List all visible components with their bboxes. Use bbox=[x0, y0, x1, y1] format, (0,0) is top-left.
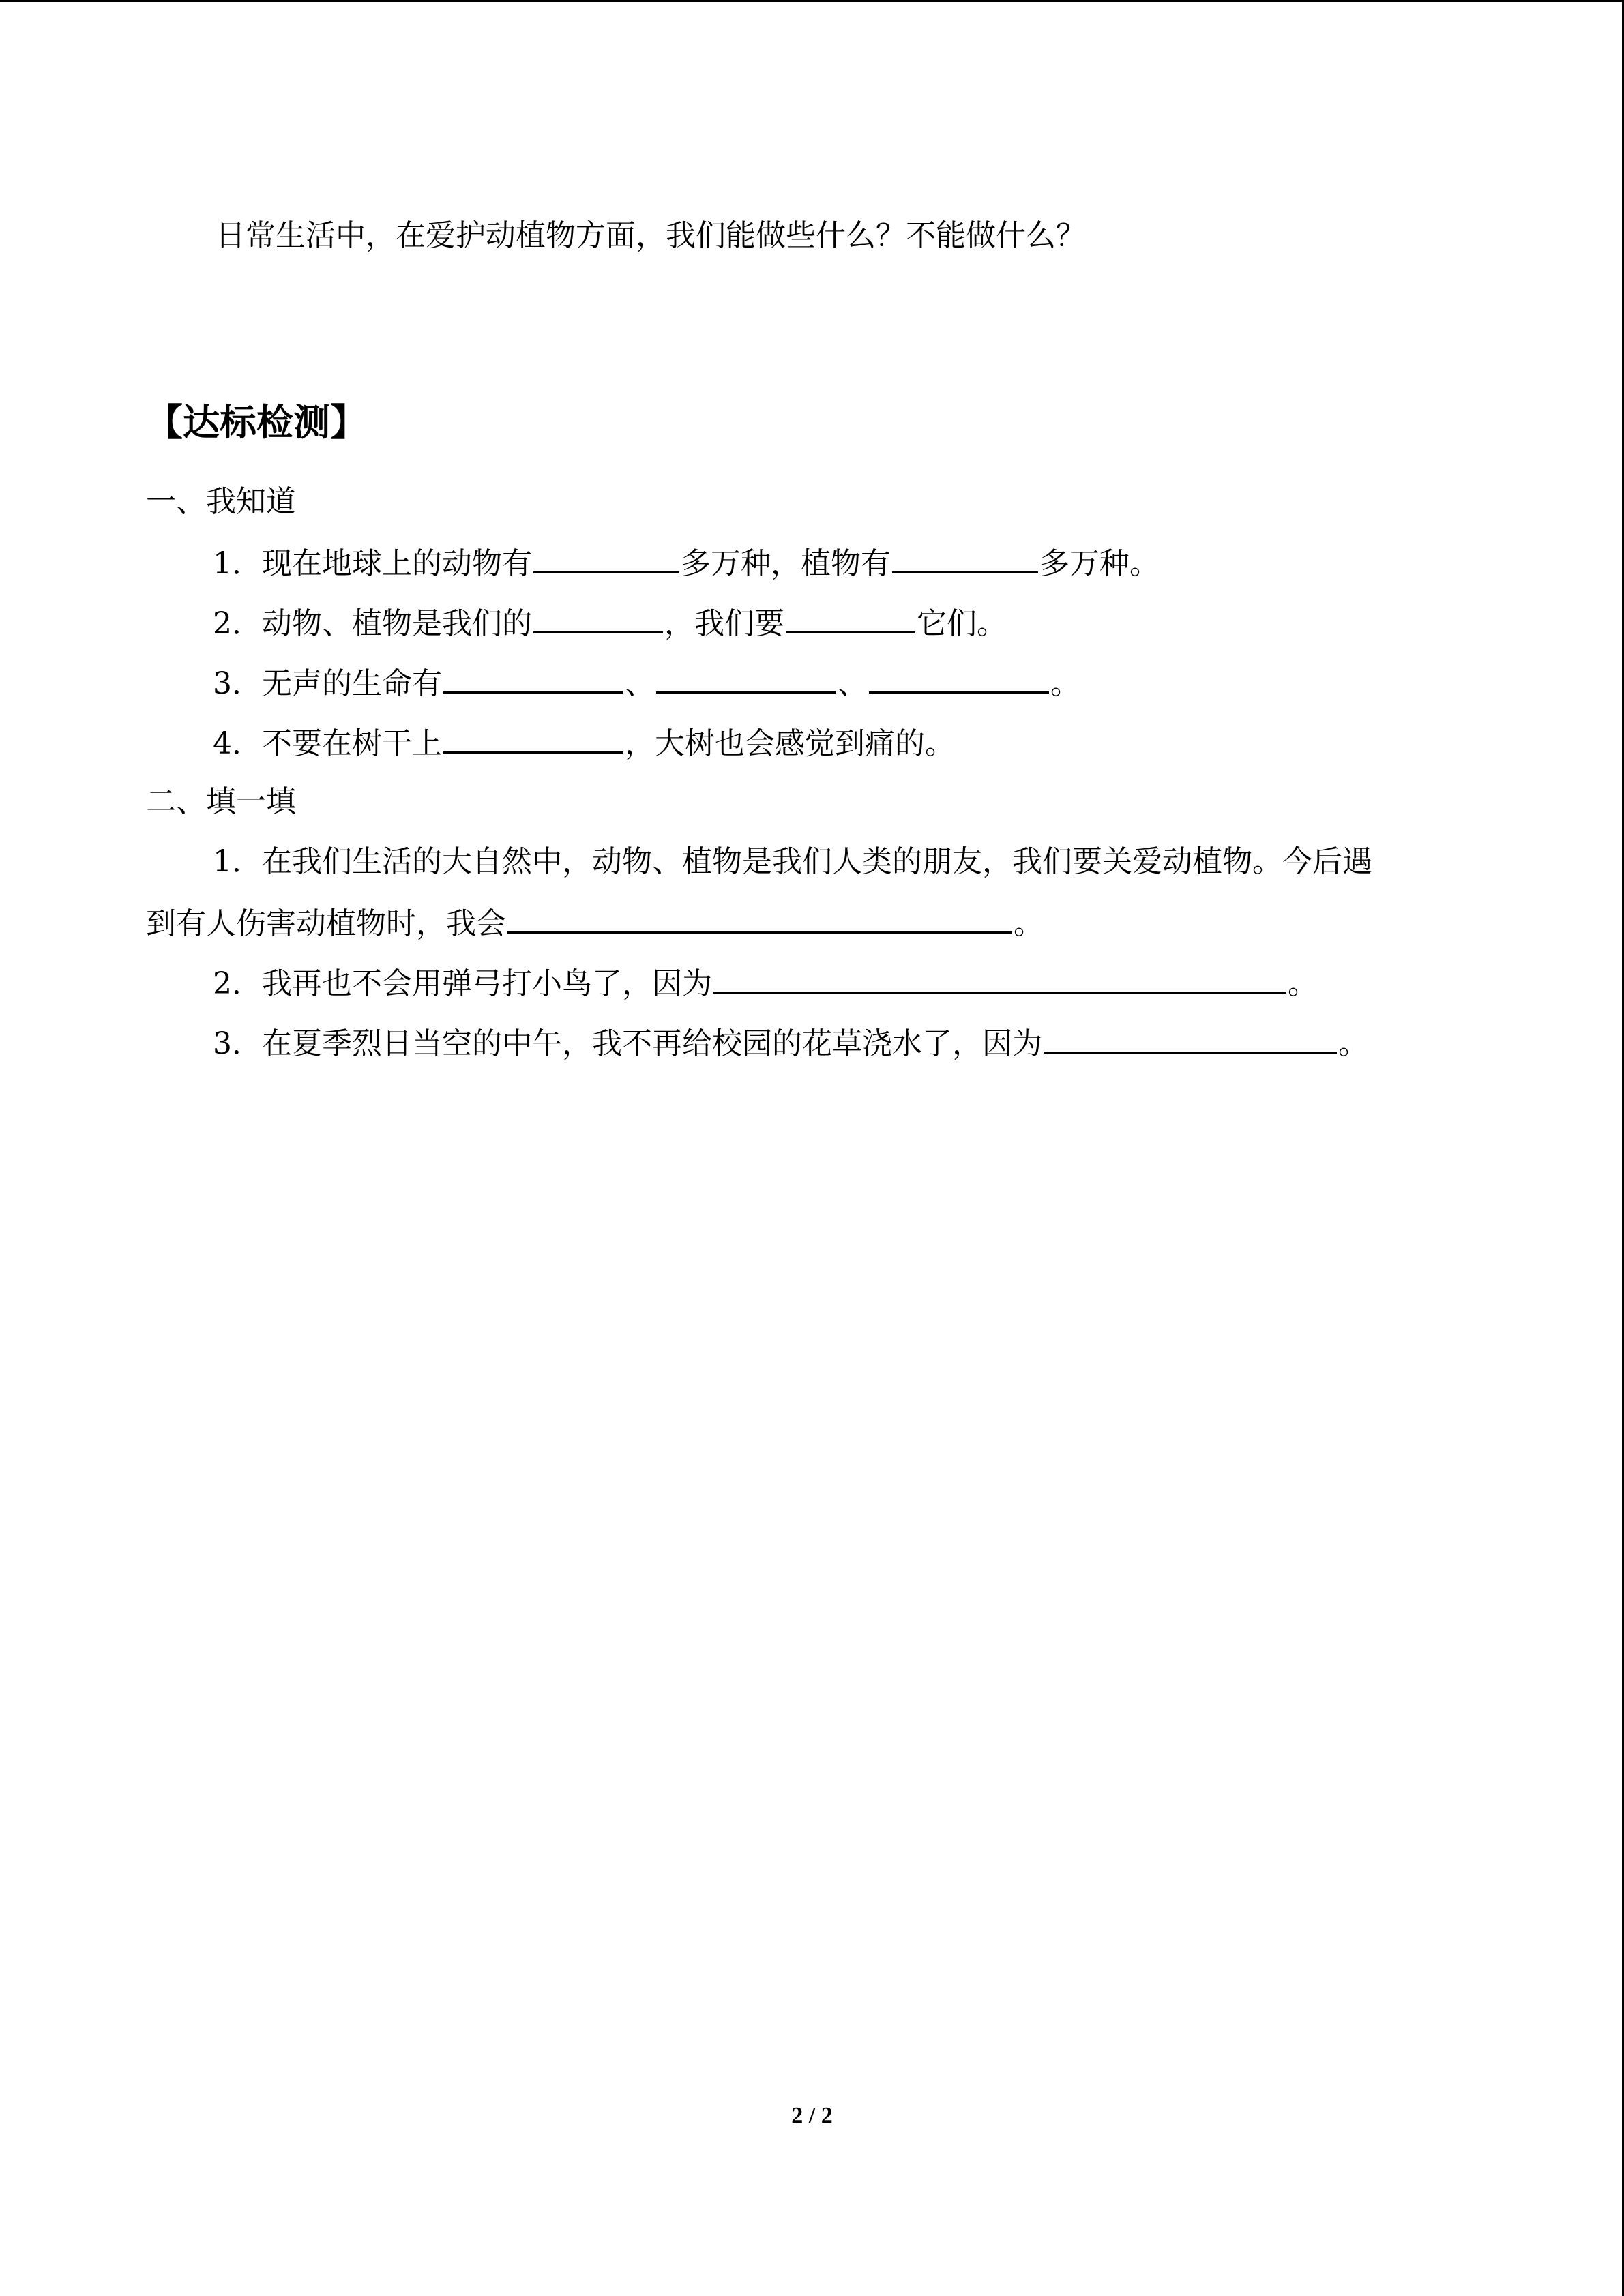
q3-sep-2: 、 bbox=[838, 666, 868, 701]
p2q2-blank[interactable] bbox=[713, 961, 1286, 994]
p2q1-end: 。 bbox=[1014, 906, 1044, 941]
part2-question-1-line-1 bbox=[213, 841, 1372, 882]
top-border-rule bbox=[0, 0, 1624, 2]
q4-blank-1[interactable] bbox=[443, 721, 623, 754]
p2q1-blank[interactable] bbox=[507, 901, 1012, 934]
part1-title: 一、我知道 bbox=[146, 484, 296, 519]
part2-question-1-line-2 bbox=[146, 901, 1044, 942]
part2-title: 二、填一填 bbox=[146, 784, 296, 819]
q1-blank-2[interactable] bbox=[892, 541, 1038, 573]
p2q1-text-line2: 到有人伤害动植物时，我会 bbox=[146, 906, 506, 941]
q2-blank-2[interactable] bbox=[786, 601, 915, 633]
section-heading: 【达标检测】 bbox=[146, 400, 367, 444]
q2-text-c: 它们。 bbox=[917, 606, 1007, 641]
p2q1-text-line1: 1．在我们生活的大自然中，动物、植物是我们人类的朋友，我们要关爱动植物。今后遇 bbox=[213, 844, 1372, 879]
part2-question-2 bbox=[213, 961, 1318, 1002]
q3-sep-1: 、 bbox=[625, 666, 655, 701]
p2q2-text: 2．我再也不会用弹弓打小鸟了，因为 bbox=[213, 966, 712, 1001]
q4-text-a: 4．不要在树干上 bbox=[213, 726, 442, 761]
intro-question-text: 日常生活中，在爱护动植物方面，我们能做些什么？不能做什么？ bbox=[216, 218, 1086, 253]
p2q3-end: 。 bbox=[1338, 1026, 1368, 1061]
part1-question-2 bbox=[213, 601, 1007, 642]
p2q2-end: 。 bbox=[1288, 966, 1318, 1001]
part2-question-3 bbox=[213, 1022, 1368, 1062]
q4-text-b: ，大树也会感觉到痛的。 bbox=[625, 726, 955, 761]
q3-blank-2[interactable] bbox=[656, 661, 836, 694]
q3-end: 。 bbox=[1050, 666, 1080, 701]
intro-question bbox=[216, 215, 1086, 256]
q1-blank-1[interactable] bbox=[533, 541, 679, 573]
q1-text-c: 多万种。 bbox=[1039, 546, 1160, 581]
q3-blank-1[interactable] bbox=[443, 661, 623, 694]
q2-blank-1[interactable] bbox=[533, 601, 663, 633]
part1-question-4 bbox=[213, 721, 955, 762]
q2-text-a: 2．动物、植物是我们的 bbox=[213, 606, 532, 641]
part1-question-1 bbox=[213, 541, 1160, 582]
q3-blank-3[interactable] bbox=[869, 661, 1049, 694]
q2-text-b: ，我们要 bbox=[664, 606, 784, 641]
q1-text-a: 1．现在地球上的动物有 bbox=[213, 546, 532, 581]
q3-text-a: 3．无声的生命有 bbox=[213, 666, 442, 701]
q1-text-b: 多万种，植物有 bbox=[681, 546, 891, 581]
page-number: 2 / 2 bbox=[791, 2103, 833, 2128]
p2q3-text: 3．在夏季烈日当空的中午，我不再给校园的花草浇水了，因为 bbox=[213, 1026, 1042, 1061]
part1-question-3 bbox=[213, 661, 1080, 702]
p2q3-blank[interactable] bbox=[1044, 1022, 1337, 1054]
